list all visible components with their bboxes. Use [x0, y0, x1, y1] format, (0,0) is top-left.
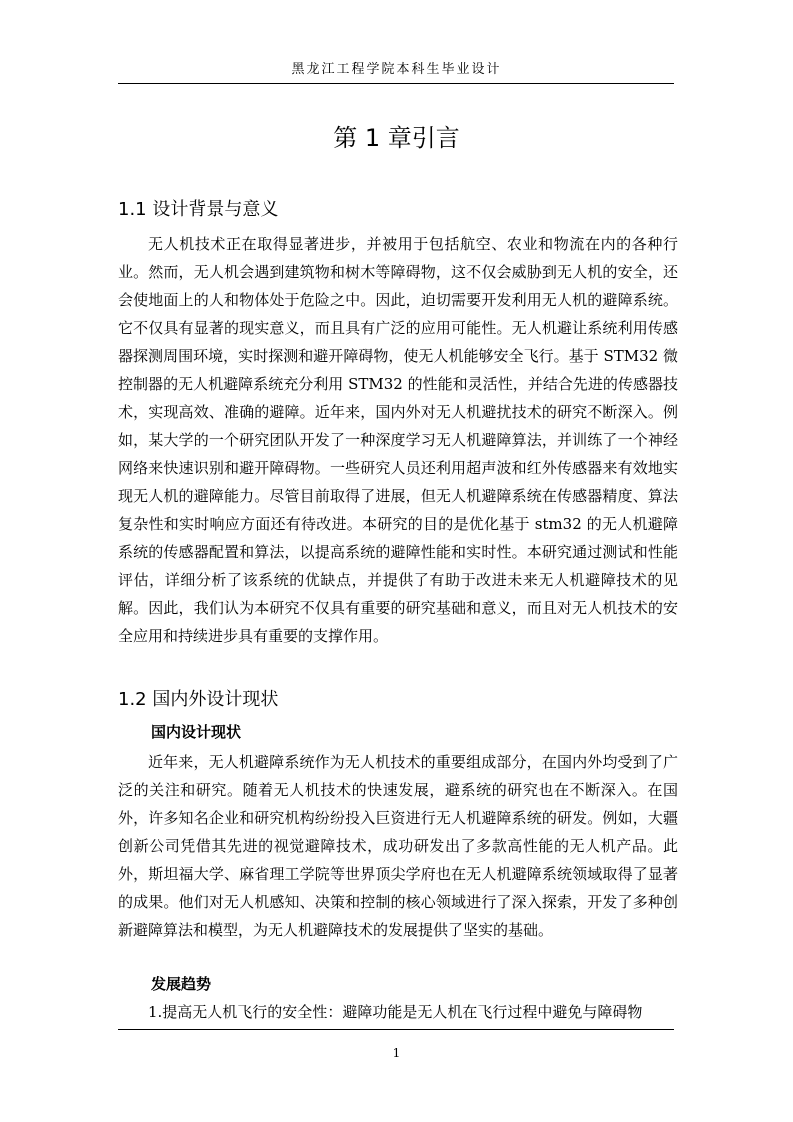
subsection-trend-title: 发展趋势 [151, 975, 212, 993]
section-1-1-title: 1.1 设计背景与意义 [118, 199, 279, 220]
page-header: 黑龙江工程学院本科生毕业设计 [291, 62, 502, 77]
subsection-trend-paragraph: 1.提高无人机飞行的安全性：避障功能是无人机在飞行过程中避免与障碍物 [148, 1003, 643, 1021]
chapter-title: 第 1 章引言 [333, 124, 460, 152]
subsection-domestic-title: 国内设计现状 [151, 723, 242, 741]
page-number: 1 [392, 1046, 401, 1060]
section-1-1-paragraph: 无人机技术正在取得显著进步，并被用于包括航空、农业和物流在内的各种行业。然而，无人机会遇到建筑物和树木等障碍物，这不仅会威胁到无人机的安全，还会使地面上的人和物体处于危险之中。因此，迫切需要开发利用无人机的避障系统。它不仅具有显著的现实意义，而且具有广泛的应用可能性。无人机避让系统利用传感器探测周围环境，实时探测和避开障碍物，使无人机能够安全飞行。基于 STM32 微控制器的无人机避障系统充分利用 STM32 的性能和灵活性，并结合先进的传感器技术，实现高效、准确的避障。近年来，国内外对无人机避扰技术的研究不断深入。例如，某大学的一个研究团队开发了一种深度学习无人机避障算法，并训练了一个神经网络来快速识别和避开障碍物。一些研究人员还利用超声波和红外传感器来有效地实现无人机的避障能力。尽管目前取得了进展，但无人机避障系统在传感器精度、算法复杂性和实时响应方面还有待改进。本研究的目的是优化基于 stm32 的无人机避障系统的传感器配置和算法，以提高系统的避障性能和实时性。本研究通过测试和性能评估，详细分析了该系统的优缺点，并提供了有助于改进未来无人机避障技术的见解。因此，我们认为本研究不仅具有重要的研究基础和意义，而且对无人机技术的安全应用和持续进步具有重要的支撑作用。 [118, 235, 678, 645]
header-rule [118, 83, 674, 84]
section-1-2-title: 1.2 国内外设计现状 [118, 689, 279, 710]
subsection-domestic-paragraph: 近年来，无人机避障系统作为无人机技术的重要组成部分，在国内外均受到了广泛的关注和研究。随着无人机技术的快速发展，避系统的研究也在不断深入。在国外，许多知名企业和研究机构纷纷投入巨资进行无人机避障系统的研发。例如，大疆创新公司凭借其先进的视觉避障技术，成功研发出了多款高性能的无人机产品。此外，斯坦福大学、麻省理工学院等世界顶尖学府也在无人机避障系统领域取得了显著的成果。他们对无人机感知、决策和控制的核心领域进行了深入探索，开发了多种创新避障算法和模型，为无人机避障技术的发展提供了坚实的基础。 [118, 753, 678, 939]
footer-rule [118, 1029, 674, 1030]
